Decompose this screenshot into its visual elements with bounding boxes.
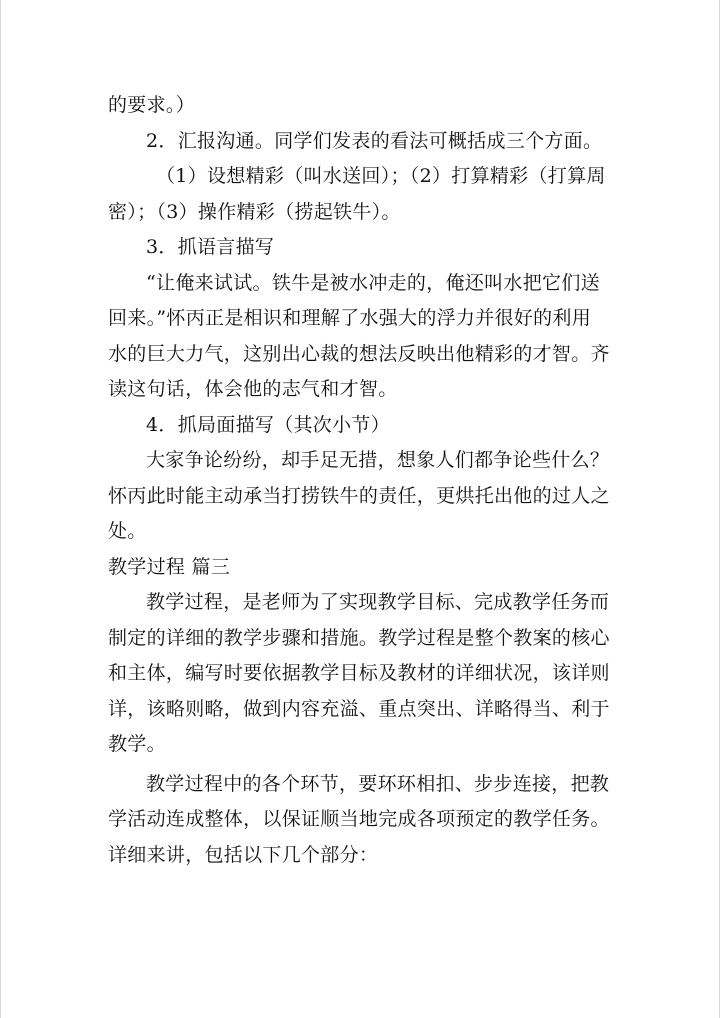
document-body <box>108 88 612 873</box>
section-heading: 3．抓语言描写 <box>146 236 275 258</box>
text-line: 密）；（3）操作精彩（捞起铁牛）。 <box>108 200 401 223</box>
text-line: 读这句话，体会他的志气和才智。 <box>108 378 398 400</box>
chapter-heading: 教学过程 篇三 <box>108 555 231 578</box>
text-line: 教学过程中的各个环节，要环环相扣、步步连接，把教 <box>146 772 610 795</box>
text-line: 学活动连成整体，以保证顺当地完成各项预定的教学任务。 <box>108 808 610 830</box>
text-line: （1）设想精彩（叫水送回）；（2）打算精彩（打算周 <box>156 165 606 187</box>
text-line: 2．汇报沟通。同学们发表的看法可概括成三个方面。 <box>146 129 603 152</box>
text-line: 大家争论纷纷，却手足无措，想象人们都争论些什么？ <box>146 449 610 471</box>
text-line: 的要求。） <box>108 94 196 116</box>
text-line: 和主体，编写时要依据教学目标及教材的详细状况，该详则 <box>108 662 610 684</box>
text-line: 教学。 <box>108 733 166 755</box>
text-line: 水的巨大力气，这别出心裁的想法反映出他精彩的才智。齐 <box>108 342 610 365</box>
page-border-left <box>0 0 1 1018</box>
text-line: 详细来讲，包括以下几个部分： <box>108 843 379 866</box>
text-line: 怀丙此时能主动承当打捞铁牛的责任，更烘托出他的过人之 <box>108 484 610 507</box>
text-line: 详，该略则略，做到内容充溢、重点突出、详略得当、利于 <box>108 697 610 720</box>
text-line: “让俺来试试。铁牛是被水冲走的，俺还叫水把它们送 <box>146 271 600 294</box>
text-line: 教学过程，是老师为了实现教学目标、完成教学任务而 <box>146 591 610 613</box>
section-heading: 4．抓局面描写（其次小节） <box>146 413 390 436</box>
text-line: 回来。”怀丙正是相识和理解了水强大的浮力并很好的利用 <box>108 307 592 329</box>
text-line: 制定的详细的教学步骤和措施。教学过程是整个教案的核心 <box>108 626 610 649</box>
text-line: 处。 <box>108 520 147 542</box>
